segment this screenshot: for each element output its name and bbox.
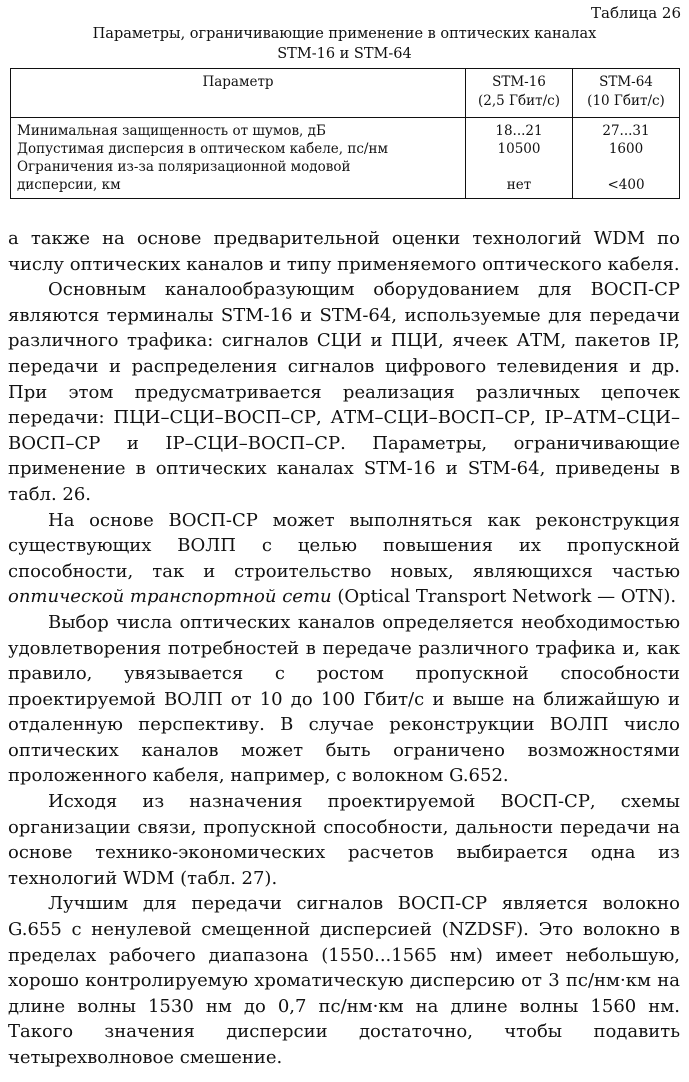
paragraph-4: Выбор числа оптических каналов определяется необходимостью удовлетворения потребностей в передаче различного трафика и, как правило, увязывается с ростом пропускной способности проектируемой ВОЛП от 10 до 100 Гбит/с и выше на ближайшую и отдаленную перспективу. В случае реконструкции ВОЛП число оптических каналов может быть ограничено возможностями проложенного кабеля, например, с волокном G.652. (8, 611, 680, 787)
row-param: Ограничения из-за поляризационной модовой (17, 159, 351, 175)
header-stm64-name: STM-64 (599, 74, 653, 90)
row-param: Минимальная защищенность от шумов, дБ (17, 123, 326, 139)
row-stm64-value: 27...31 (573, 118, 680, 141)
header-stm64 (573, 69, 680, 118)
row-stm64-value: <400 (573, 176, 680, 199)
paragraph-1: а также на основе предварительной оценки технологий WDM по числу оптических каналов и типу применяемого оптического кабеля. (8, 228, 680, 275)
table-row (11, 118, 680, 141)
row-stm16-value: нет (466, 176, 573, 199)
paragraph-5: Исходя из назначения проектируемой ВОСП-СР, схемы организации связи, пропускной способности, дальности передачи на основе технико-экономических расчетов выбирается одна из технологий WDM (табл. 27). (8, 791, 680, 889)
row-stm64-value: 1600 (573, 140, 680, 158)
paragraph-3 (8, 508, 680, 610)
row-stm64-value (573, 158, 680, 176)
body-text (8, 226, 680, 1071)
row-param: Допустимая дисперсия в оптическом кабеле, пс/нм (17, 141, 388, 157)
table-number: Таблица 26 (591, 4, 681, 22)
parameters-table (10, 68, 680, 199)
paragraph-3-emphasis: оптической транспортной сети (8, 586, 332, 608)
row-stm16-value (466, 158, 573, 176)
table-row (11, 176, 680, 199)
header-parameter: Параметр (11, 69, 466, 118)
table-title-line2: STM-16 и STM-64 (277, 46, 412, 62)
paragraph-6: Лучшим для передачи сигналов ВОСП-СР является волокно G.655 с ненулевой смещенной дисперсией (NZDSF). Это волокно в пределах рабочего диапазона (1550...1565 нм) имеет небольшую, хорошо контролируемую хроматическую дисперсию от 3 пс/нм·км на длине волны 1530 нм до 0,7 пс/нм·км на длине волны 1560 нм. Такого значения дисперсии достаточно, чтобы подавить четырехволновое смешение. (8, 893, 680, 1068)
paragraph-2: Основным каналообразующим оборудованием для ВОСП-СР являются терминалы STM-16 и STM-64, используемые для передачи различного трафика: сигналов СЦИ и ПЦИ, ячеек АТМ, пакетов IP, передачи и распределения сигналов цифрового телевидения и др. При этом предусматривается реализация различных цепочек передачи: ПЦИ–СЦИ–ВОСП–СР, АТМ–СЦИ–ВОСП–СР, IP–АТМ–СЦИ–ВОСП–СР и IP–СЦИ–ВОСП–СР. Параметры, ограничивающие применение в оптических каналах STM-16 и STM-64, приведены в табл. 26. (8, 279, 680, 505)
header-stm16-name: STM-16 (492, 74, 546, 90)
header-stm16-rate: (2,5 Гбит/с) (478, 93, 560, 109)
table-row (11, 140, 680, 158)
paragraph-3-part-a: На основе ВОСП-СР может выполняться как реконструкция существующих ВОЛП с целью повышения их пропускной способности, так и строительство новых, являющихся частью (8, 509, 680, 582)
table-title-line1: Параметры, ограничивающие применение в оптических каналах (92, 26, 597, 42)
paragraph-3-part-b: (Optical Transport Network — OTN). (331, 586, 677, 608)
row-param: дисперсии, км (17, 177, 121, 193)
table-header-row (11, 69, 680, 118)
header-stm64-rate: (10 Гбит/с) (587, 93, 665, 109)
row-stm16-value: 18...21 (466, 118, 573, 141)
table-row (11, 158, 680, 176)
header-stm16 (466, 69, 573, 118)
row-stm16-value: 10500 (466, 140, 573, 158)
